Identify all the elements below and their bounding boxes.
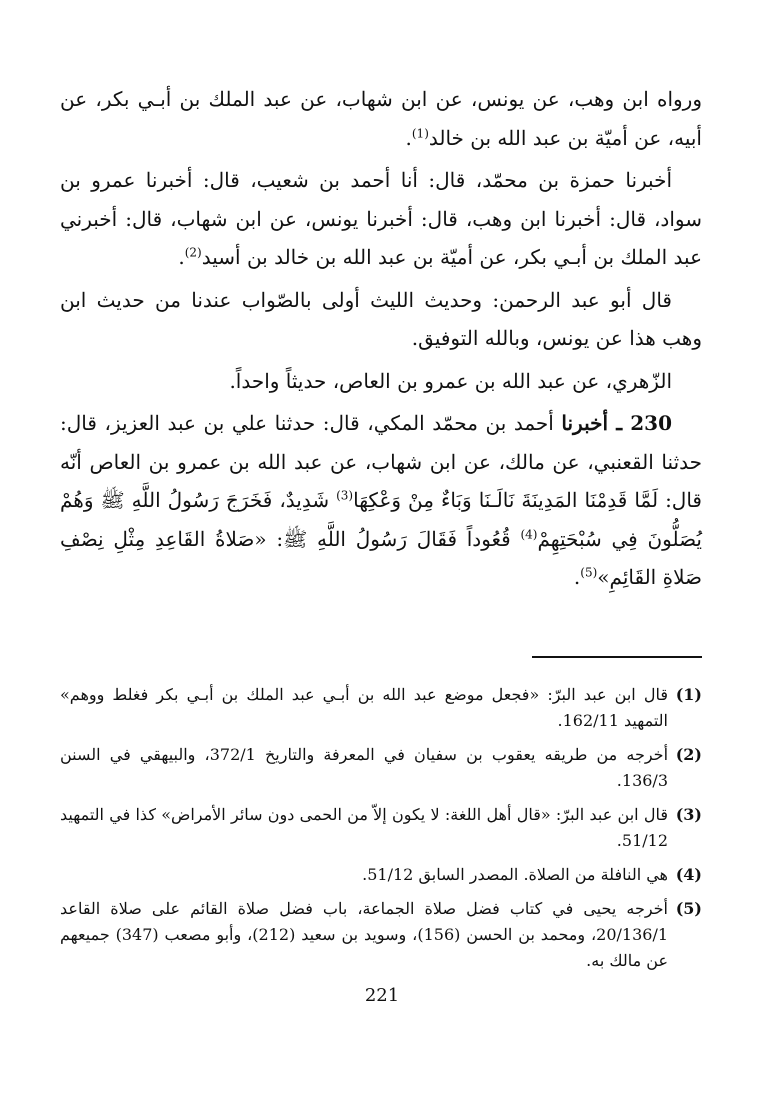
footnote-ref-1[interactable]: (1) [411,125,429,140]
footnote-3 [60,802,702,854]
paragraph-1: ورواه ابن وهب، عن يونس، عن ابن شهاب، عن عبد الملك بن أبـي بكر، عن أبيه، عن أميّة بن عبد الله بن خالد$^{(1)}$. [60,87,702,150]
footnote-number: (5) [675,899,702,918]
footnote-divider [532,656,702,658]
hadith-number: 230 ـ أخبرنا [561,411,673,435]
paragraph-2: أخبرنا حمزة بن محمّد، قال: أنا أحمد بن شعيب، قال: أخبرنا عمرو بن سواد، قال: أخبرنا ابن وهب، قال: أخبرنا يونس، عن ابن شهاب، قال: أخبرني عبد الملك بن أبـي بكر، عن أميّة بن عبد الله بن خالد بن أسيد$^{(2)}$. [60,168,702,269]
footnote-text: قال ابن عبد البرّ: «فجعل موضع عبد الله بن أبـي عبد الملك بن أبـي بكر فغلط ووهم» التمهيد 162/11. [60,685,668,730]
footnote-ref-4[interactable]: (4) [520,526,538,541]
footnote-4 [60,862,702,888]
page-number: 221 [364,985,400,1006]
footnote-2 [60,742,702,794]
footnote-number: (2) [675,745,702,764]
footnotes [60,682,702,982]
footnote-ref-5[interactable]: (5) [580,565,598,580]
footnote-text: أخرجه من طريقه يعقوب بن سفيان في المعرفة والتاريخ 372/1، والبيهقي في السنن 136/3. [60,745,669,790]
footnote-text: قال ابن عبد البرّ: «قال أهل اللغة: لا يكون إلاّ من الحمى دون سائر الأمراض» كذا في التمهيد 51/12. [60,805,668,850]
footnote-ref-2[interactable]: (2) [184,245,202,260]
main-text [60,80,702,601]
footnote-number: (3) [675,805,702,824]
section-heading: الزّهري، عن عبد الله بن عمرو بن العاص، حديثاً واحداً. [229,368,672,393]
paragraph-3: قال أبو عبد الرحمن: وحديث الليث أولى بالصّواب عندنا من حديث ابن وهب هذا عن يونس، وبالله التوفيق. [60,287,702,350]
hadith-paragraph: 230 ـ أخبرنا أحمد بن محمّد المكي، قال: حدثنا علي بن عبد العزيز، قال: حدثنا القعنبي، عن مالك، عن ابن شهاب، عن عبد الله بن عمرو بن العاص أنّه قال: لَمَّا قَدِمْنَا المَدِينَةَ نَالَـنَا وَبَاءٌ مِنْ وَعْكِهَا$^{(3)}$ شَدِيدٌ، فَخَرَجَ رَسُولُ اللَّهِ ﷺ وَهُمْ يُصَلُّونَ فِي سُبْحَتِهِمْ$^{(4)}$ قُعُوداً فَقَالَ رَسُولُ اللَّهِ ﷺ: «صَلاةُ القَاعِدِ مِثْلِ نِصْفِ صَلاةِ القَائِمِ»$^{(5)}$. [60,411,702,589]
footnote-number: (4) [675,865,702,884]
footnote-1 [60,682,702,734]
footnote-number: (1) [675,685,702,704]
footnote-5 [60,896,702,974]
footnote-text: أخرجه يحيى في كتاب فضل صلاة الجماعة، باب فضل صلاة القائم على صلاة القاعد 20/136/1، ومحمد بن الحسن (156)، وسويد بن سعيد (212)، وأبو مصعب (347) جميعهم عن مالك به. [60,899,669,970]
footnote-text: هي النافلة من الصلاة. المصدر السابق 51/12. [362,865,668,884]
footnote-ref-3[interactable]: (3) [336,488,354,503]
